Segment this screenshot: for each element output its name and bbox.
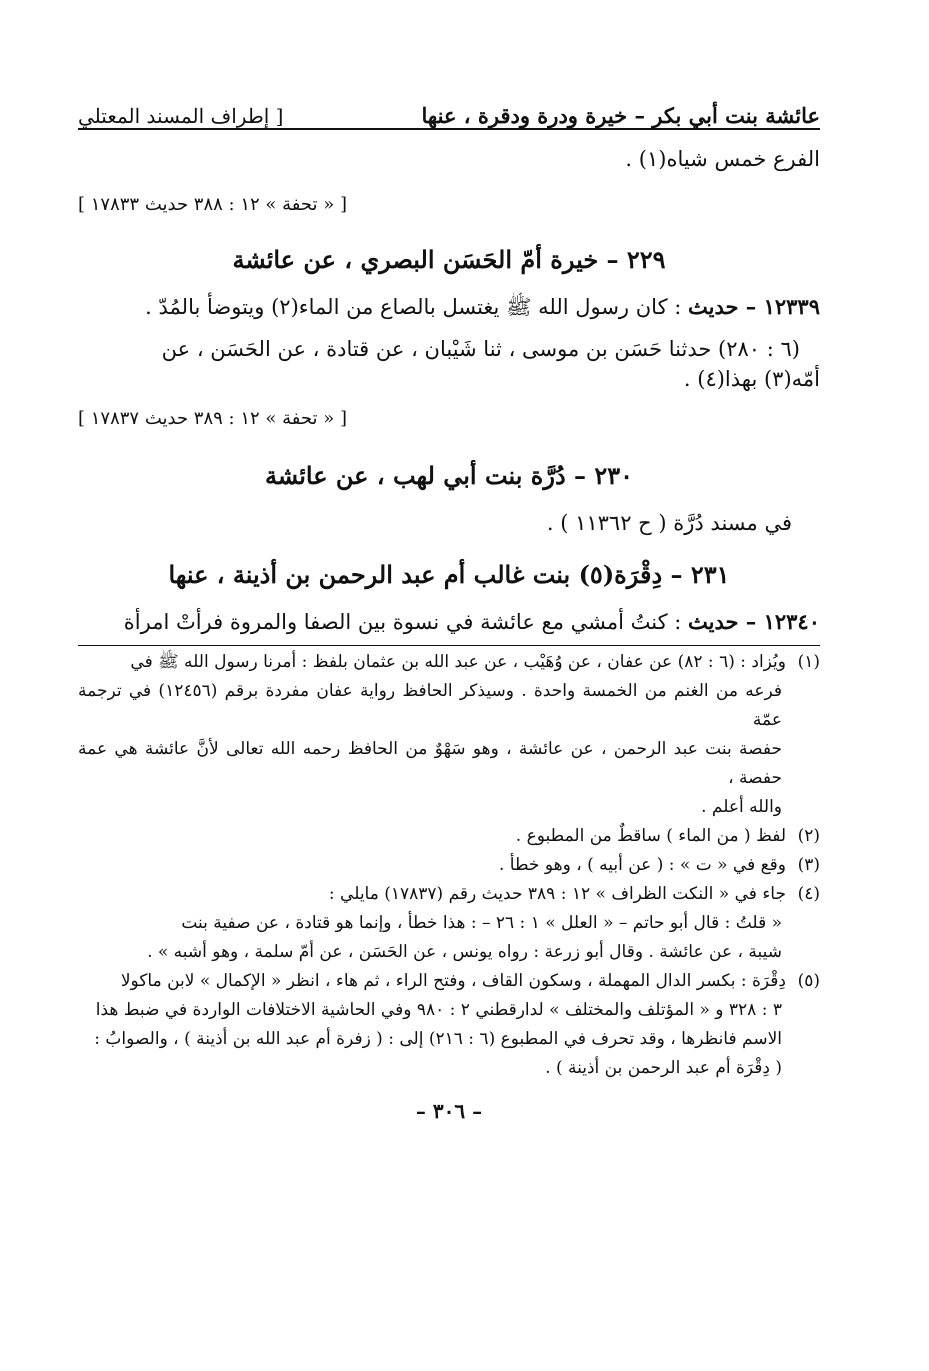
footnote-line: شيبة ، عن عائشة . وقال أبو زرعة : رواه يونس ، عن الحَسَن ، عن أمّ سلمة ، وهو أشبه » . bbox=[147, 942, 782, 962]
hadith-12339-number: ١٢٣٣٩ – حديث bbox=[688, 294, 820, 319]
footnote-line: ٣ : ٣٢٨ و « المؤتلف والمختلف » لدارقطني ٢ : ٩٨٠ وفي الحاشية الاختلافات الواردة في ضبط هذا bbox=[95, 1000, 782, 1020]
footnote-4 bbox=[78, 880, 820, 967]
footnote-line: الاسم فانظرها ، وقد تحرف في المطبوع (٦ : ٢١٦) إلى : ( زفرة أم عبد الله بن أذينة ) ، والصوابُ : bbox=[94, 1029, 782, 1049]
footnotes bbox=[78, 648, 820, 1083]
footnote-line: ( دِقْرَة أم عبد الرحمن بن أذينة ) . bbox=[545, 1058, 782, 1078]
footnote-5 bbox=[78, 967, 820, 1083]
footnote-line: لفظ ( من الماء ) ساقطٌ من المطبوع . bbox=[515, 826, 786, 846]
footnote-line: دِقْرَة : بكسر الدال المهملة ، وسكون القاف ، وفتح الراء ، ثم هاء ، انظر « الإكمال » لابن ماكولا bbox=[120, 971, 786, 991]
section-230-title: ٢٣٠ – دُرَّة بنت أبي لهب ، عن عائشة bbox=[264, 461, 634, 490]
header-title: عائشة بنت أبي بكر – خيرة ودرة ودقرة ، عنها bbox=[421, 103, 820, 128]
footnote-number: (١) bbox=[797, 652, 820, 672]
tuhfa-reference-1: [ « تحفة » ١٢ : ٣٨٨ حديث ١٧٨٣٣ ] bbox=[78, 194, 347, 215]
footnote-line: « قلتُ : قال أبو حاتم – « العلل » ١ : ٢٦ – : هذا خطأ ، وإنما هو قتادة ، عن صفية بنت bbox=[181, 913, 782, 933]
footnote-number: (٤) bbox=[797, 884, 820, 904]
footnote-line: والله أعلم . bbox=[701, 797, 782, 817]
footnote-2 bbox=[78, 822, 820, 851]
footnote-line: وقع في « ت » : ( عن أبيه ) ، وهو خطأ . bbox=[499, 855, 786, 875]
hadith-12339-isnad-2: أمّه(٣) بهذا(٤) . bbox=[683, 367, 820, 391]
footnote-line: حفصة بنت عبد الرحمن ، عن عائشة ، وهو سَهْوٌ من الحافظ رحمه الله تعالى لأنَّ عائشة هي عمة حفصة ، bbox=[78, 739, 782, 788]
section-229-title: ٢٢٩ – خيرة أمّ الحَسَن البصري ، عن عائشة bbox=[232, 245, 666, 274]
hadith-12340 bbox=[78, 607, 820, 637]
footnote-1 bbox=[78, 648, 820, 822]
hadith-12339 bbox=[78, 292, 820, 322]
footnote-separator bbox=[78, 645, 820, 646]
hadith-12339-text: : كان رسول الله ﷺ يغتسل بالصاع من الماء(٢) ويتوضأ بالمُدّ . bbox=[145, 295, 688, 319]
footnote-3 bbox=[78, 851, 820, 880]
hadith-12339-isnad-1: (٦ : ٢٨٠) حدثنا حَسَن بن موسى ، ثنا شَيْبان ، عن قتادة ، عن الحَسَن ، عن bbox=[161, 337, 800, 361]
footnote-number: (٣) bbox=[797, 855, 820, 875]
footnote-line: ويُزاد : (٦ : ٨٢) عن عفان ، عن وُهَيْب ، عن عبد الله بن عثمان بلفظ : أمرنا رسول الله ﷺ في bbox=[130, 652, 786, 672]
footnote-line: جاء في « النكت الظراف » ١٢ : ٣٨٩ حديث رقم (١٧٨٣٧) مايلي : bbox=[328, 884, 786, 904]
footnote-line: فرعه من الغنم من الخمسة واحدة . وسيذكر الحافظ رواية عفان مفردة برقم (١٢٤٥٦) في ترجمة عمّة bbox=[78, 681, 782, 730]
continuation-line: الفرع خمس شياه(١) . bbox=[625, 147, 820, 171]
page bbox=[78, 90, 820, 1123]
hadith-12340-text: : كنتُ أمشي مع عائشة في نسوة بين الصفا والمروة فرأتْ امرأة bbox=[123, 610, 688, 634]
section-231-title: ٢٣١ – دِقْرَة(٥) بنت غالب أم عبد الرحمن بن أذينة ، عنها bbox=[168, 560, 730, 589]
footnote-number: (٢) bbox=[797, 826, 820, 846]
footnote-number: (٥) bbox=[797, 971, 820, 991]
tuhfa-reference-2: [ « تحفة » ١٢ : ٣٨٩ حديث ١٧٨٣٧ ] bbox=[78, 408, 347, 429]
section-230-text: في مسند دُرَّة ( ح ١١٣٦٢ ) . bbox=[546, 511, 792, 535]
page-number: – ٣٠٦ – bbox=[415, 1099, 483, 1123]
header-book-title: [ إطراف المسند المعتلي bbox=[78, 104, 284, 128]
hadith-12340-number: ١٢٣٤٠ – حديث bbox=[688, 609, 820, 634]
running-header bbox=[78, 90, 820, 130]
